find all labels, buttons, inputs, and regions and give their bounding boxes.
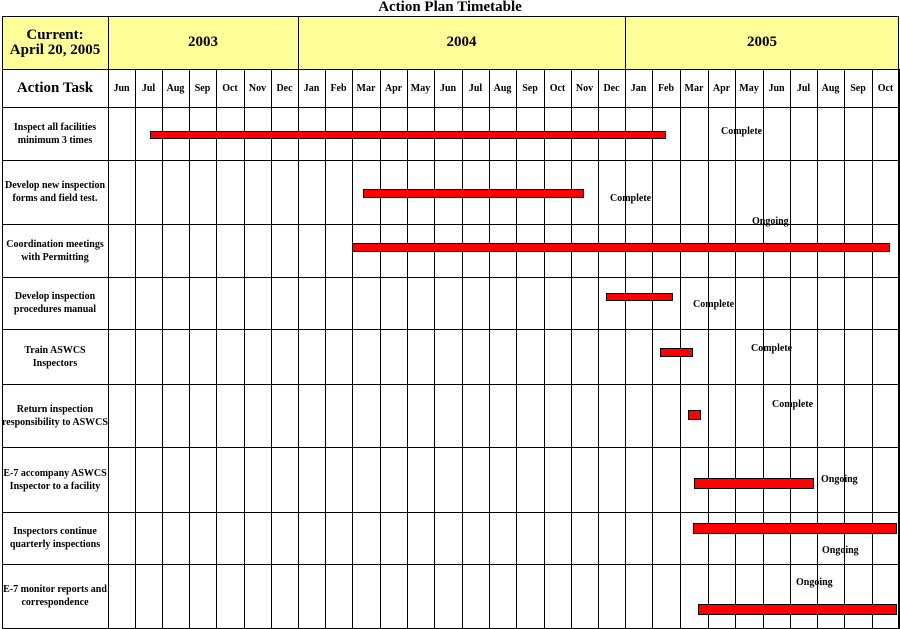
month-header: Mar: [684, 82, 704, 94]
task-label: Return inspection responsibility to ASWCS: [2, 403, 108, 428]
month-header: Mar: [356, 82, 376, 94]
month-header: Jun: [768, 82, 785, 94]
month-header: May: [410, 82, 431, 94]
task-bar: [606, 293, 673, 301]
task-status: Ongoing: [822, 545, 859, 556]
month-header: May: [739, 82, 759, 94]
task-status: Complete: [693, 299, 735, 310]
month-header: Aug: [821, 82, 840, 94]
task-bar: [693, 523, 897, 534]
task-status: Complete: [610, 193, 652, 204]
month-header: Jan: [630, 82, 647, 94]
month-header: Dec: [276, 82, 293, 94]
task-label: Train ASWCS Inspectors: [24, 344, 86, 369]
month-header: Sep: [194, 82, 211, 94]
task-bar: [694, 478, 814, 489]
month-header: Sep: [522, 82, 538, 94]
task-status: Ongoing: [796, 577, 833, 588]
task-bar: [352, 243, 890, 252]
month-header: Jul: [468, 82, 483, 94]
month-header: Oct: [549, 82, 566, 94]
month-header: Jun: [439, 82, 457, 94]
task-status: Complete: [751, 343, 793, 354]
task-status: Complete: [721, 126, 763, 137]
month-header: Dec: [603, 82, 620, 94]
task-bar: [660, 348, 692, 357]
month-header: Feb: [330, 82, 347, 94]
month-header: Nov: [575, 82, 594, 94]
month-header: Oct: [222, 82, 238, 94]
task-bar: [363, 189, 584, 198]
current-date: April 20, 2005: [9, 41, 101, 58]
month-header: Apr: [384, 82, 403, 94]
month-header: Apr: [712, 82, 731, 94]
task-bar: [698, 604, 897, 615]
year-2003-header: 2003: [188, 34, 218, 50]
month-header: Jan: [303, 82, 320, 94]
month-header: Jul: [796, 82, 811, 94]
year-2004-header: 2004: [446, 34, 477, 50]
page-title: Action Plan Timetable: [378, 0, 522, 15]
task-label: Inspect all facilities minimum 3 times: [13, 121, 97, 146]
task-status: Ongoing: [821, 474, 858, 485]
task-status: Ongoing: [752, 216, 789, 227]
task-label: Inspectors continue quarterly inspections: [9, 526, 101, 550]
task-label: Develop new inspection forms and field test.: [5, 180, 105, 204]
task-label: E-7 accompany ASWCS Inspector to a facility: [3, 467, 107, 492]
month-header: Feb: [657, 82, 675, 94]
current-date-cell: [2, 16, 108, 69]
year-2005-header: 2005: [747, 34, 777, 50]
task-label: E-7 monitor reports and correspondence: [3, 584, 107, 608]
task-label: Develop inspection procedures manual: [13, 291, 97, 315]
month-header: Aug: [493, 82, 512, 94]
action-task-header: Action Task: [16, 79, 94, 96]
task-label: Coordination meetings with Permitting: [6, 238, 104, 263]
month-header: Nov: [248, 82, 267, 94]
month-header: Oct: [877, 82, 894, 94]
month-header: Sep: [850, 82, 866, 94]
month-header: Jun: [113, 82, 130, 94]
task-bar: [688, 410, 701, 420]
task-bar: [150, 131, 666, 139]
month-header: Aug: [166, 82, 185, 94]
current-label: Current:: [26, 26, 84, 43]
task-status: Complete: [772, 399, 814, 410]
month-header: Jul: [141, 82, 156, 94]
